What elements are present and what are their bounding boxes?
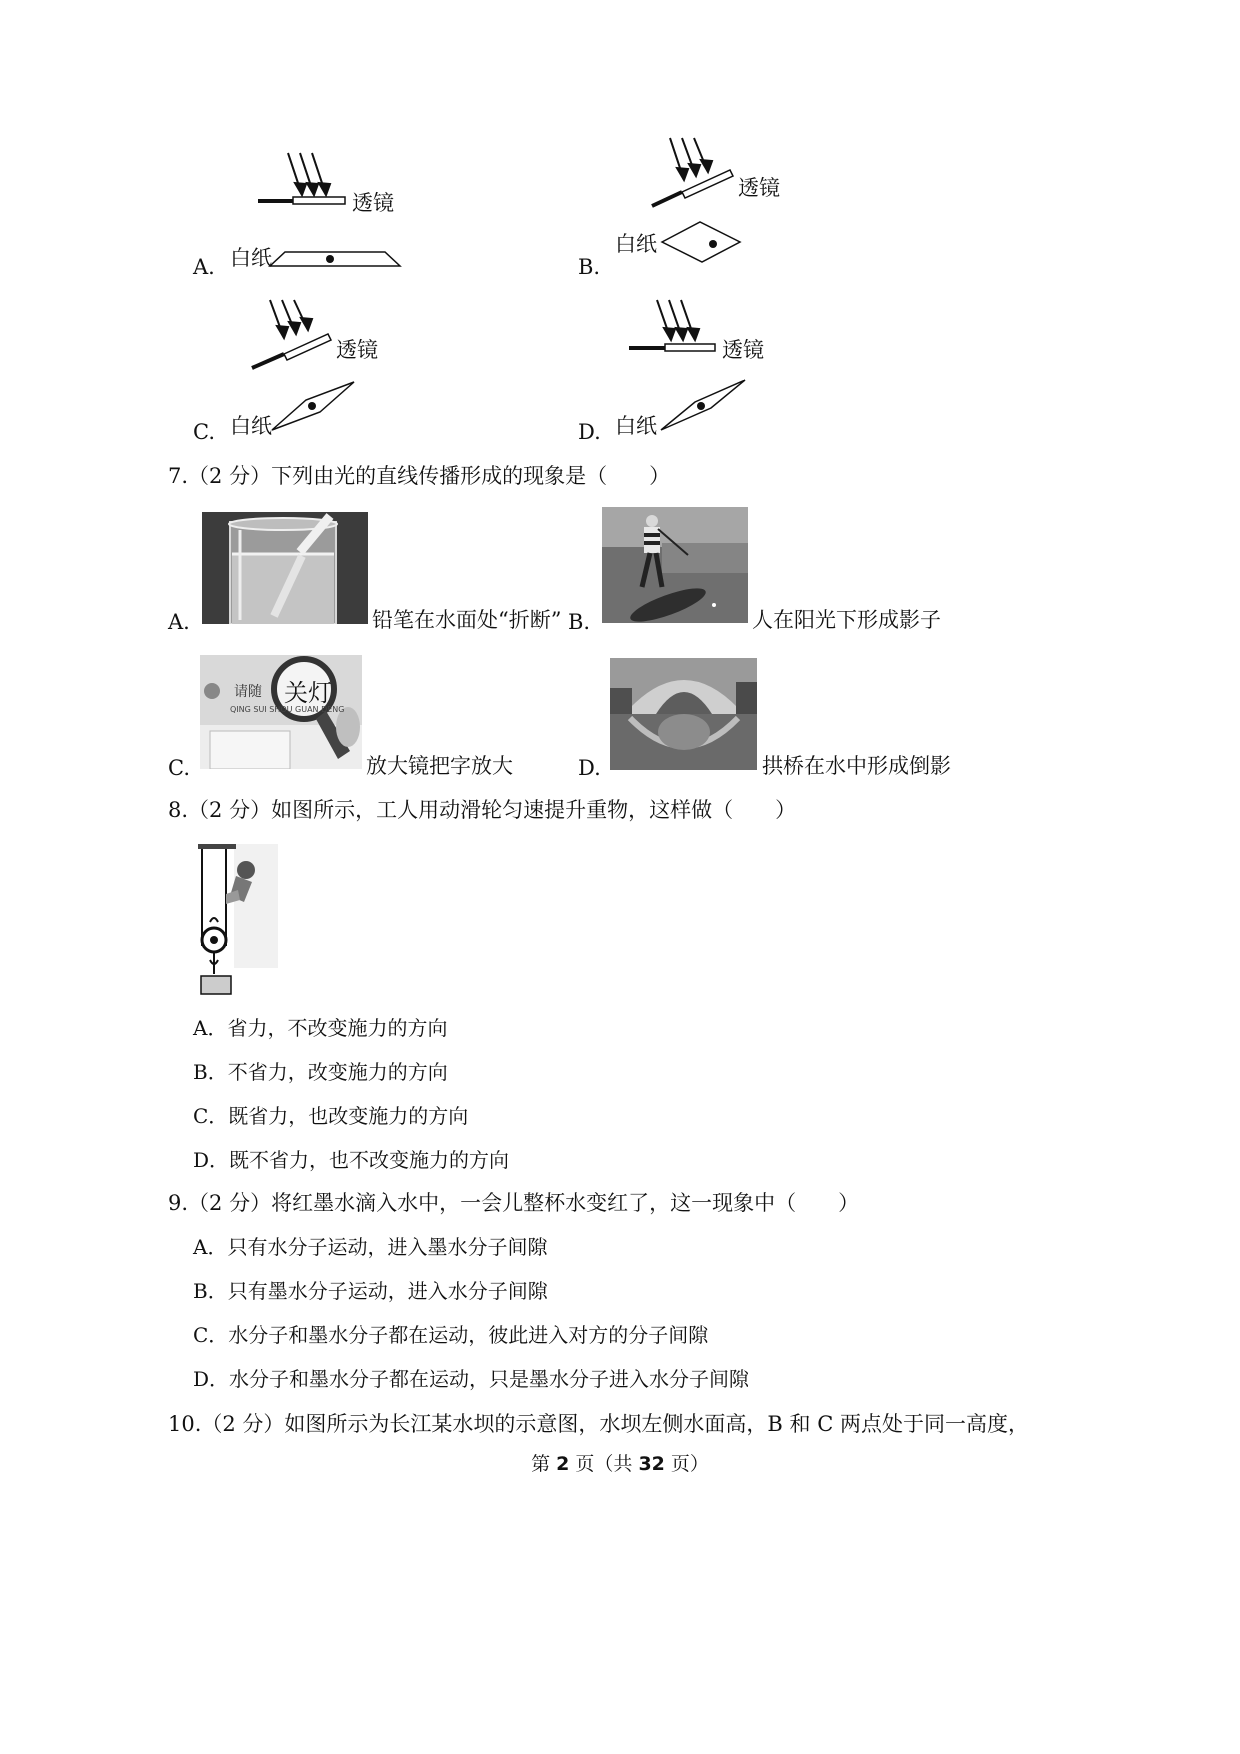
- option-letter: A.: [168, 610, 190, 634]
- option-text: 放大镜把字放大: [366, 754, 513, 778]
- total-pages: 32: [638, 1453, 665, 1475]
- paper-label: 白纸: [615, 414, 657, 438]
- sign-text-pinyin: QING SUI SHOU GUAN DENG: [230, 705, 345, 714]
- footer-prefix: 第: [531, 1453, 557, 1475]
- option-text: 铅笔在水面处“折断”: [372, 608, 562, 632]
- lens-label: 透镜: [722, 338, 764, 362]
- lens-diagram-c: [248, 292, 448, 442]
- page-footer: [0, 1449, 1240, 1476]
- footer-middle: 页（共: [569, 1453, 639, 1475]
- option-letter: D.: [578, 756, 601, 780]
- option-d: D．水分子和墨水分子都在运动，只是墨水分子进入水分子间隙: [193, 1367, 750, 1391]
- option-b: B．只有墨水分子运动，进入水分子间隙: [193, 1279, 548, 1303]
- option-c: C．既省力，也改变施力的方向: [193, 1104, 469, 1128]
- question-stem: 8.（2 分）如图所示，工人用动滑轮匀速提升重物，这样做（ ）: [168, 798, 797, 822]
- lens-diagram-b: [640, 130, 840, 280]
- paper-label: 白纸: [230, 414, 272, 438]
- question-stem: 7.（2 分）下列由光的直线传播形成的现象是（ ）: [168, 464, 671, 488]
- paper-label: 白纸: [615, 232, 657, 256]
- option-letter: C.: [168, 756, 190, 780]
- footer-suffix: 页）: [664, 1453, 709, 1475]
- option-letter: C.: [193, 420, 215, 444]
- option-text: 人在阳光下形成影子: [752, 608, 941, 632]
- option-a: A．只有水分子运动，进入墨水分子间隙: [193, 1235, 548, 1259]
- photo-magnifier: [200, 655, 362, 769]
- photo-golfer-shadow: [602, 507, 748, 623]
- option-letter: D.: [578, 420, 601, 444]
- option-letter: A.: [193, 255, 215, 279]
- option-a: A．省力，不改变施力的方向: [193, 1016, 448, 1040]
- pulley-diagram: [196, 842, 280, 998]
- option-d: D．既不省力，也不改变施力的方向: [193, 1148, 510, 1172]
- lens-label: 透镜: [336, 338, 378, 362]
- question-stem: 10.（2 分）如图所示为长江某水坝的示意图，水坝左侧水面高，B 和 C 两点处于同一高度，: [168, 1412, 1029, 1436]
- option-b: B．不省力，改变施力的方向: [193, 1060, 448, 1084]
- photo-arch-bridge: [610, 658, 757, 770]
- lens-diagram-a: [250, 145, 450, 285]
- sign-text-large: 关灯: [284, 679, 332, 707]
- option-letter: B.: [578, 255, 601, 279]
- option-letter: B.: [568, 610, 591, 634]
- page-number: 2: [556, 1453, 570, 1475]
- sign-text-small: 请随: [234, 684, 262, 700]
- option-text: 拱桥在水中形成倒影: [762, 754, 951, 778]
- lens-label: 透镜: [738, 176, 780, 200]
- option-c: C．水分子和墨水分子都在运动，彼此进入对方的分子间隙: [193, 1323, 709, 1347]
- lens-label: 透镜: [352, 191, 394, 215]
- photo-pencil-in-water: [202, 512, 368, 624]
- question-stem: 9.（2 分）将红墨水滴入水中，一会儿整杯水变红了，这一现象中（ ）: [168, 1191, 860, 1215]
- paper-label: 白纸: [230, 246, 272, 270]
